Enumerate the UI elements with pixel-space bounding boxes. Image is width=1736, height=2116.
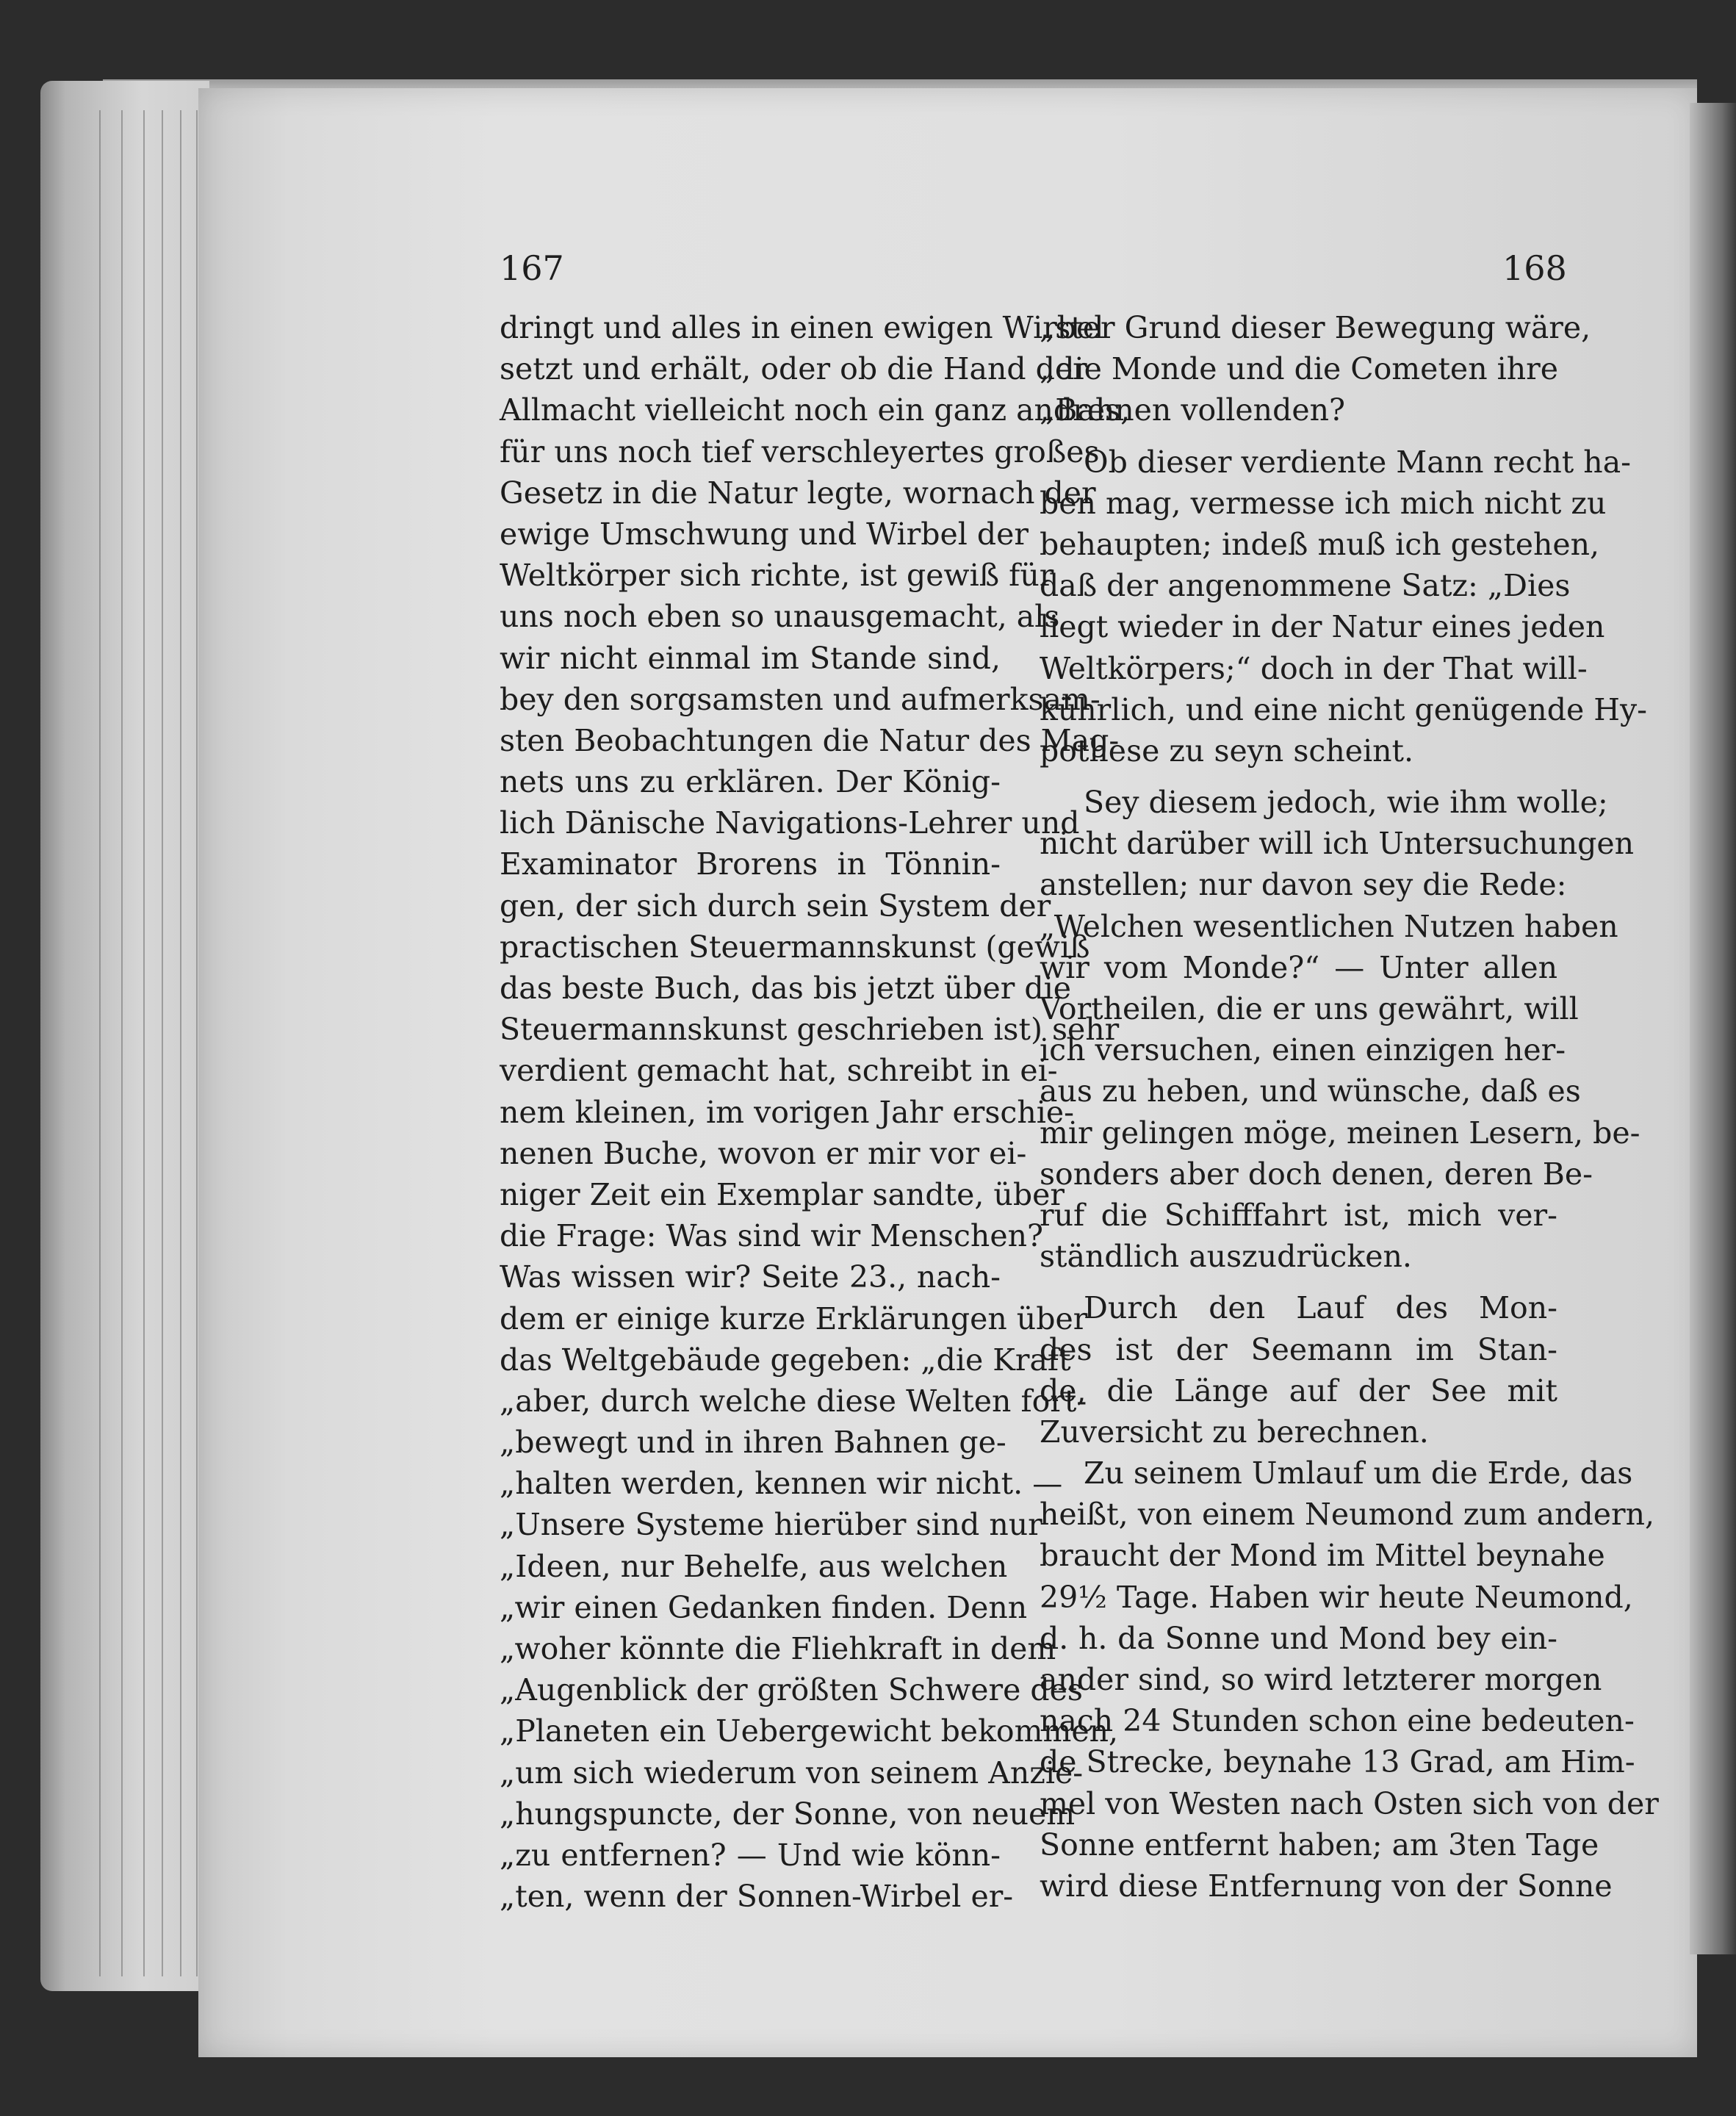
text-line: „woher könnte die Fliehkraft in dem: [500, 1631, 1056, 1666]
text-line: „ster Grund dieser Bewegung wäre,: [1040, 310, 1591, 345]
text-line: ewige Umschwung und Wirbel der: [500, 516, 1029, 552]
text-line: „Unsere Systeme hierüber sind nur: [500, 1507, 1042, 1543]
text-line: practischen Steuermannskunst (gewiß: [500, 929, 1090, 965]
text-line: ich versuchen, einen einzigen her-: [1040, 1032, 1566, 1068]
text-line: wird diese Entfernung von der Sonne: [1040, 1868, 1613, 1904]
text-line: daß der angenommene Satz: „Dies: [1040, 568, 1571, 604]
text-line: braucht der Mond im Mittel beynahe: [1040, 1538, 1605, 1574]
text-line: gen, der sich durch sein System der: [500, 888, 1051, 924]
text-line: „bewegt und in ihren Bahnen ge-: [500, 1425, 1006, 1461]
text-line: nach 24 Stunden schon eine bedeuten-: [1040, 1703, 1635, 1739]
text-line: Weltkörper sich richte, ist gewiß für: [500, 558, 1054, 594]
text-line: „Bahnen vollenden?: [1040, 392, 1345, 428]
text-line: mir gelingen möge, meinen Lesern, be-: [1040, 1115, 1640, 1151]
text-line: liegt wieder in der Natur eines jeden: [1040, 609, 1605, 645]
text-line: sten Beobachtungen die Natur des Mag-: [500, 722, 1120, 758]
text-line: heißt, von einem Neumond zum andern,: [1040, 1497, 1655, 1533]
text-line: Sonne entfernt haben; am 3ten Tage: [1040, 1827, 1599, 1863]
text-line: „zu entfernen? — Und wie könn-: [500, 1837, 1001, 1873]
text-line: niger Zeit ein Exemplar sandte, über: [500, 1176, 1065, 1212]
page-stack-right: [1690, 103, 1736, 1954]
text-line: „wir einen Gedanken finden. Denn: [500, 1589, 1028, 1625]
left-page-number: 167: [500, 248, 564, 288]
text-line: Sey diesem jedoch, wie ihm wolle;: [1084, 785, 1608, 821]
text-line: Zu seinem Umlauf um die Erde, das: [1084, 1455, 1633, 1491]
text-line: Vortheilen, die er uns gewährt, will: [1040, 991, 1579, 1026]
text-line: behaupten; indeß muß ich gestehen,: [1040, 526, 1600, 562]
text-line: Gesetz in die Natur legte, wornach der: [500, 475, 1096, 511]
text-line: „Planeten ein Uebergewicht bekommen,: [500, 1713, 1119, 1749]
text-line: Allmacht vielleicht noch ein ganz andres,: [500, 392, 1131, 428]
text-line: verdient gemacht hat, schreibt in ei-: [500, 1053, 1058, 1089]
text-line: Ob dieser verdiente Mann recht ha-: [1084, 444, 1631, 480]
text-line: Weltkörpers;“ doch in der That will-: [1040, 650, 1588, 686]
text-line: bey den sorgsamsten und aufmerksam-: [500, 681, 1101, 717]
text-line: Zuversicht zu berechnen.: [1040, 1414, 1429, 1450]
right-page-number: 168: [1502, 248, 1567, 288]
text-line: das beste Buch, das bis jetzt über die: [500, 971, 1071, 1006]
text-line: aus zu heben, und wünsche, daß es: [1040, 1073, 1581, 1109]
text-line: ander sind, so wird letzterer morgen: [1040, 1662, 1602, 1697]
text-line: kührlich, und eine nicht genügende Hy-: [1040, 691, 1648, 727]
text-line: „Ideen, nur Behelfe, aus welchen: [500, 1548, 1008, 1584]
text-line: „Welchen wesentlichen Nutzen haben: [1040, 908, 1618, 944]
text-line: dringt und alles in einen ewigen Wirbel: [500, 310, 1104, 345]
text-line: mel von Westen nach Osten sich von der: [1040, 1785, 1659, 1821]
text-line: wir vom Monde?“ — Unter allen: [1040, 949, 1557, 985]
text-line: wir nicht einmal im Stande sind,: [500, 640, 1001, 676]
text-line: nenen Buche, wovon er mir vor ei-: [500, 1135, 1027, 1171]
text-line: „halten werden, kennen wir nicht. —: [500, 1466, 1063, 1502]
text-line: lich Dänische Navigations-Lehrer und: [500, 805, 1080, 841]
text-line: anstellen; nur davon sey die Rede:: [1040, 867, 1567, 903]
text-line: sonders aber doch denen, deren Be-: [1040, 1156, 1593, 1192]
text-line: 29½ Tage. Haben wir heute Neumond,: [1040, 1579, 1633, 1615]
text-line: ben mag, vermesse ich mich nicht zu: [1040, 485, 1607, 521]
text-line: „hungspuncte, der Sonne, von neuem: [500, 1796, 1076, 1832]
text-line: die Frage: Was sind wir Menschen?: [500, 1218, 1043, 1254]
text-line: „aber, durch welche diese Welten fort-: [500, 1383, 1087, 1419]
left-page-text: [500, 307, 1131, 1917]
page-stack-left: [40, 81, 209, 1991]
text-line: dem er einige kurze Erklärungen über: [500, 1300, 1088, 1336]
text-line: uns noch eben so unausgemacht, als: [500, 599, 1060, 635]
text-line: setzt und erhält, oder ob die Hand der: [500, 351, 1087, 387]
text-line: Durch den Lauf des Mon-: [1084, 1290, 1557, 1326]
text-line: nets uns zu erklären. Der König-: [500, 764, 1001, 800]
text-line: „um sich wiederum von seinem Anzie-: [500, 1755, 1084, 1791]
text-line: ständlich auszudrücken.: [1040, 1239, 1412, 1275]
right-page-text: [1040, 307, 1659, 1907]
text-line: Was wissen wir? Seite 23., nach-: [500, 1259, 1001, 1295]
text-line: pothese zu seyn scheint.: [1040, 733, 1414, 769]
text-line: „ten, wenn der Sonnen-Wirbel er-: [500, 1879, 1014, 1915]
text-line: das Weltgebäude gegeben: „die Kraft: [500, 1342, 1071, 1378]
text-line: de, die Länge auf der See mit: [1040, 1372, 1557, 1408]
text-line: de Strecke, beynahe 13 Grad, am Him-: [1040, 1744, 1635, 1780]
text-line: nicht darüber will ich Untersuchungen: [1040, 826, 1635, 862]
text-line: des ist der Seemann im Stan-: [1040, 1331, 1557, 1367]
text-line: d. h. da Sonne und Mond bey ein-: [1040, 1620, 1557, 1656]
text-line: nem kleinen, im vorigen Jahr erschie-: [500, 1094, 1075, 1130]
text-line: ruf die Schifffahrt ist, mich ver-: [1040, 1197, 1557, 1233]
text-line: Steuermannskunst geschrieben ist) sehr: [500, 1012, 1120, 1048]
text-line: „die Monde und die Cometen ihre: [1040, 351, 1559, 387]
text-line: für uns noch tief verschleyertes großes: [500, 433, 1100, 469]
text-line: „Augenblick der größten Schwere des: [500, 1672, 1083, 1708]
text-line: Examinator Brorens in Tönnin-: [500, 846, 1001, 882]
